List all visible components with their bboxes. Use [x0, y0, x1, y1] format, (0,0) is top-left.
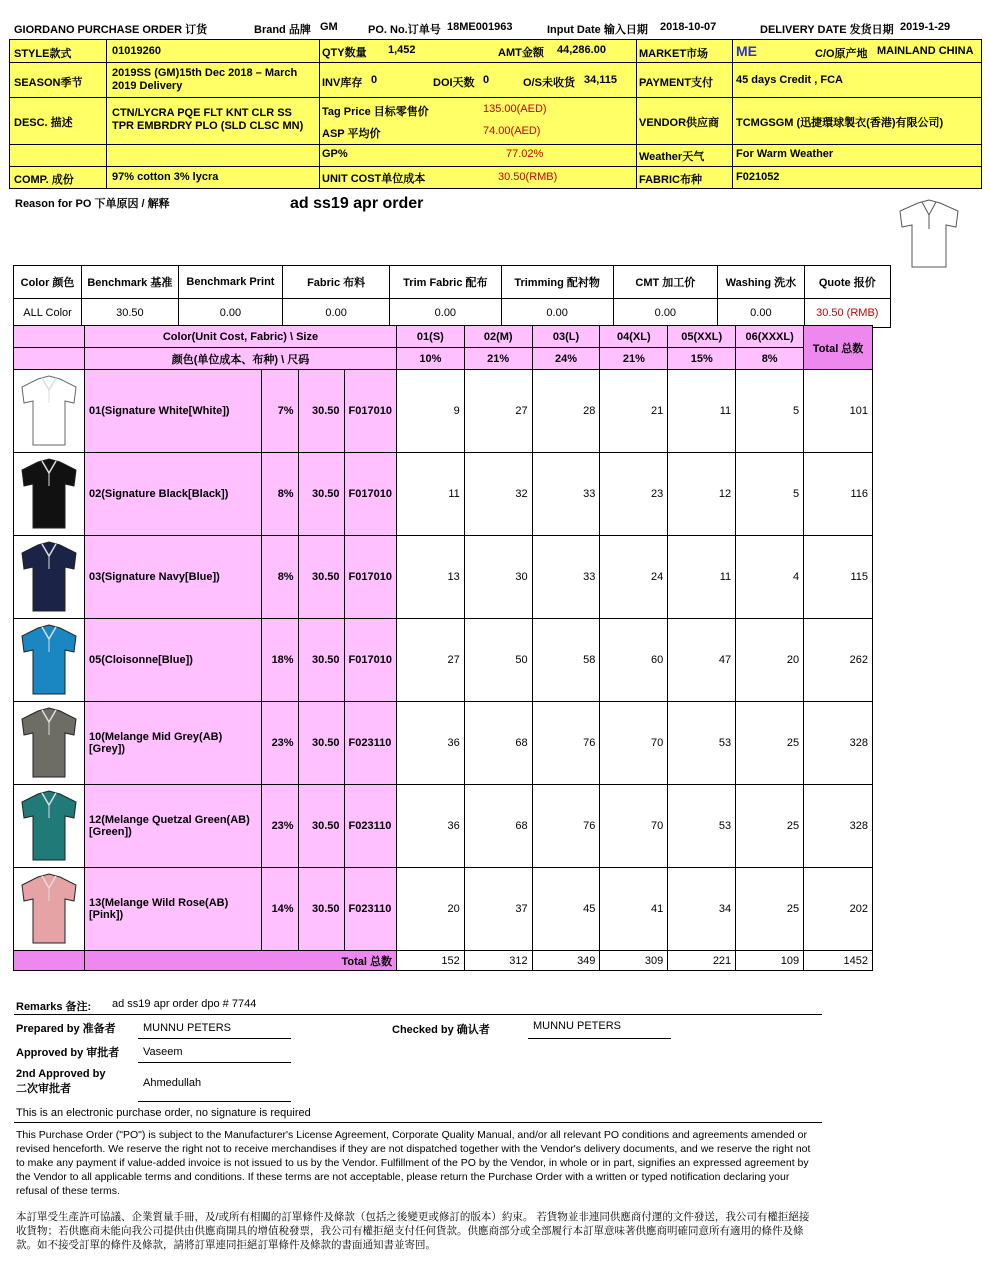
desc-value: CTN/LYCRA PQE FLT KNT CLR SS TPR EMBRDRY PLO (SLD CLSC MN) — [112, 107, 304, 132]
delivery-date: 2019-1-29 — [900, 21, 951, 33]
qty-value: 1,452 — [388, 44, 416, 56]
qty-xl: 70 — [600, 702, 668, 785]
qty-xxl: 53 — [668, 785, 736, 868]
color-name: 01(Signature White[White]) — [85, 370, 262, 453]
prepared-label: Prepared by 准备者 — [16, 1023, 116, 1035]
size-quantity-table — [13, 325, 873, 971]
qty-m: 30 — [464, 536, 532, 619]
qty-m: 32 — [464, 453, 532, 536]
checked-label: Checked by 确认者 — [392, 1024, 490, 1036]
qty-xl: 60 — [600, 619, 668, 702]
row-total: 328 — [804, 785, 873, 868]
qty-xxl: 47 — [668, 619, 736, 702]
image-header-cell — [14, 326, 85, 348]
bench-header-benchmark-print: Benchmark Print — [178, 266, 283, 299]
input-date-label: Input Date 输入日期 — [547, 24, 648, 36]
qty-s: 11 — [396, 453, 464, 536]
color-row — [14, 619, 873, 702]
total-xxxl: 109 — [736, 951, 804, 971]
color-unit-cost: 30.50 — [298, 785, 344, 868]
fabric-label: FABRIC布种 — [639, 174, 702, 186]
doi-label: DOI天数 — [433, 77, 475, 89]
tag-price-value: 135.00(AED) — [483, 103, 547, 115]
terms-english: This Purchase Order ("PO") is subject to the Manufacturer's License Agreement, Corporate Quality Manual, and/or all relevant PO conditions and agreements amended or revised henceforth. We reserve the right not to receive merchandises if they are not dispatched together with the Vendor's delivery documents, and we reserve the right not to make any payment if value-added invoice is not issued to us by the Vendor. Fulfillment of the PO by the Vendor, in whole or in part, signifies an expressed agreement by the Vendor to all applicable terms and conditions. If these terms are not acceptable, please return the Purchase Order with a written or typed notification declaring your refusal of these terms. — [16, 1129, 811, 1197]
swatch-cell — [14, 453, 85, 536]
total-xxl: 221 — [668, 951, 736, 971]
size-header-m: 02(M) — [464, 326, 532, 348]
bench-header-benchmark: Benchmark 基准 — [82, 266, 179, 299]
origin-value: MAINLAND CHINA — [877, 45, 974, 57]
qty-m: 37 — [464, 868, 532, 951]
style-value: 01019260 — [112, 45, 161, 57]
color-fabric: F023110 — [344, 785, 396, 868]
bench-header-fabric: Fabric 布料 — [283, 266, 390, 299]
bench-value-quote: 30.50 (RMB) — [804, 299, 890, 328]
style-label: STYLE款式 — [14, 48, 72, 60]
benchmark-header-row — [14, 266, 891, 299]
inv-label: INV库存 — [322, 77, 363, 89]
color-fabric: F017010 — [344, 453, 396, 536]
prepared-underline — [138, 1038, 291, 1039]
qty-s: 27 — [396, 619, 464, 702]
qty-xxxl: 25 — [736, 868, 804, 951]
color-rows — [14, 370, 873, 951]
color-fabric: F017010 — [344, 619, 396, 702]
color-pct: 23% — [261, 785, 298, 868]
total-m: 312 — [464, 951, 532, 971]
second-approved-value: Ahmedullah — [143, 1077, 202, 1089]
approved-label: Approved by 审批者 — [16, 1047, 120, 1059]
remarks-label: Remarks 备注: — [16, 1001, 92, 1013]
brand-value: GM — [320, 21, 338, 33]
remarks-value: ad ss19 apr order dpo # 7744 — [112, 998, 257, 1010]
size-header-xxxl: 06(XXXL) — [736, 326, 804, 348]
bench-header-trim-fabric: Trim Fabric 配布 — [389, 266, 501, 299]
polo-shirt-icon — [18, 622, 80, 698]
terms-chinese: 本訂單受生產許可協議、企業質量手冊，及/或所有相關的訂單條件及條款（包括之後變更或修訂的版本）約束。 若貨物並非連同供應商付運的文件發送，我公司有權拒絕接收貨物；若供應商未能向我公司提供由供應商開具的增值稅發票，我公司有權拒絕支付任何貨款。供應商部分或全部履行本訂單意味著供應商明確同意所有適用的條件及條款。如不接受訂單的條件及條款，請將訂單連同拒絕訂單條件及條款的書面通知書並寄回。 — [16, 1211, 810, 1251]
ratio-xl: 21% — [600, 348, 668, 370]
checked-underline — [528, 1038, 671, 1039]
electronic-note: This is an electronic purchase order, no signature is required — [16, 1107, 311, 1119]
size-header-xxl: 05(XXL) — [668, 326, 736, 348]
qty-xxl: 11 — [668, 370, 736, 453]
bench-value-fabric: 0.00 — [283, 299, 390, 328]
total-header: Total 总数 — [804, 326, 873, 370]
checked-value: MUNNU PETERS — [533, 1020, 622, 1032]
polo-shirt-icon — [18, 456, 80, 532]
image-header-cell-2 — [14, 348, 85, 370]
second-approved-label-cn: 二次审批者 — [16, 1083, 71, 1095]
qty-l: 58 — [532, 619, 600, 702]
color-name: 13(Melange Wild Rose(AB) [Pink]) — [85, 868, 262, 951]
origin-label: C/O原产地 — [815, 48, 868, 60]
swatch-cell — [14, 702, 85, 785]
qty-s: 20 — [396, 868, 464, 951]
approved-value: Vaseem — [143, 1046, 183, 1058]
season-label: SEASON季节 — [14, 77, 83, 89]
payment-value: 45 days Credit , FCA — [736, 74, 843, 86]
qty-xl: 21 — [600, 370, 668, 453]
input-date: 2018-10-07 — [660, 21, 717, 33]
bench-header-washing: Washing 洗水 — [718, 266, 804, 299]
vendor-label: VENDOR供应商 — [639, 117, 720, 129]
row-total: 202 — [804, 868, 873, 951]
totals-image-cell — [14, 951, 85, 971]
qty-xxl: 11 — [668, 536, 736, 619]
second-approved-label-en: 2nd Approved by — [16, 1068, 106, 1080]
color-pct: 14% — [261, 868, 298, 951]
size-header-row — [14, 326, 873, 348]
qty-xxxl: 25 — [736, 785, 804, 868]
qty-xl: 41 — [600, 868, 668, 951]
color-unit-cost: 30.50 — [298, 453, 344, 536]
unit-cost-value: 30.50(RMB) — [498, 171, 558, 183]
reason-value: ad ss19 apr order — [290, 195, 424, 212]
qty-xxxl: 20 — [736, 619, 804, 702]
color-pct: 7% — [261, 370, 298, 453]
second-approved-underline — [138, 1101, 291, 1102]
grand-total: 1452 — [804, 951, 873, 971]
qty-xxl: 53 — [668, 702, 736, 785]
color-fabric: F023110 — [344, 868, 396, 951]
comp-value: 97% cotton 3% lycra — [112, 171, 219, 183]
color-unit-cost: 30.50 — [298, 536, 344, 619]
desc-label: DESC. 描述 — [14, 117, 73, 129]
asp-value: 74.00(AED) — [483, 125, 541, 137]
reason-label: Reason for PO 下单原因 / 解释 — [15, 198, 170, 210]
color-pct: 8% — [261, 536, 298, 619]
market-value: ME — [736, 43, 757, 59]
qty-l: 45 — [532, 868, 600, 951]
qty-xl: 24 — [600, 536, 668, 619]
swatch-cell — [14, 619, 85, 702]
bench-value-color: ALL Color — [14, 299, 82, 328]
polo-shirt-icon — [18, 705, 80, 781]
polo-shirt-icon — [18, 373, 80, 449]
asp-label: ASP 平均价 — [322, 128, 381, 140]
color-name: 05(Cloisonne[Blue]) — [85, 619, 262, 702]
size-header-xl: 04(XL) — [600, 326, 668, 348]
row-total: 262 — [804, 619, 873, 702]
color-unit-cost: 30.50 — [298, 619, 344, 702]
color-fabric: F017010 — [344, 536, 396, 619]
color-row — [14, 868, 873, 951]
os-label: O/S未收货 — [523, 77, 575, 89]
row-total: 328 — [804, 702, 873, 785]
qty-m: 68 — [464, 785, 532, 868]
color-name: 03(Signature Navy[Blue]) — [85, 536, 262, 619]
color-unit-cost: 30.50 — [298, 868, 344, 951]
inv-value: 0 — [371, 74, 378, 86]
color-name: 10(Melange Mid Grey(AB) [Grey]) — [85, 702, 262, 785]
qty-xl: 23 — [600, 453, 668, 536]
bench-header-trimming: Trimming 配衬物 — [501, 266, 613, 299]
amt-label: AMT金额 — [498, 47, 544, 59]
color-row — [14, 370, 873, 453]
bench-value-trim-fabric: 0.00 — [389, 299, 501, 328]
product-sketch-icon — [896, 195, 962, 271]
benchmark-value-row — [14, 299, 891, 328]
brand-label: Brand 品牌 — [254, 24, 311, 36]
swatch-cell — [14, 536, 85, 619]
polo-shirt-icon — [18, 539, 80, 615]
qty-xxl: 12 — [668, 453, 736, 536]
swatch-cell — [14, 868, 85, 951]
qty-l: 76 — [532, 785, 600, 868]
ratio-m: 21% — [464, 348, 532, 370]
color-fabric: F017010 — [344, 370, 396, 453]
os-value: 34,115 — [584, 74, 618, 86]
qty-l: 28 — [532, 370, 600, 453]
terms-divider — [14, 1122, 822, 1123]
market-label: MARKET市场 — [639, 48, 709, 60]
amt-value: 44,286.00 — [557, 44, 606, 56]
approved-underline — [138, 1062, 291, 1063]
total-xl: 309 — [600, 951, 668, 971]
delivery-date-label: DELIVERY DATE 发货日期 — [760, 24, 894, 36]
total-s: 152 — [396, 951, 464, 971]
color-pct: 8% — [261, 453, 298, 536]
color-pct: 23% — [261, 702, 298, 785]
color-row — [14, 453, 873, 536]
qty-m: 68 — [464, 702, 532, 785]
qty-m: 50 — [464, 619, 532, 702]
ratio-l: 24% — [532, 348, 600, 370]
bench-header-color: Color 颜色 — [14, 266, 82, 299]
gp-value: 77.02% — [506, 148, 544, 160]
tag-price-label: Tag Price 目标零售价 — [322, 106, 429, 118]
unit-cost-label: UNIT COST单位成本 — [322, 173, 426, 185]
season-value: 2019SS (GM)15th Dec 2018 – March 2019 Delivery — [112, 67, 298, 92]
fabric-value: F021052 — [736, 171, 780, 183]
qty-l: 33 — [532, 453, 600, 536]
row-total: 115 — [804, 536, 873, 619]
ratio-s: 10% — [396, 348, 464, 370]
po-number: 18ME001963 — [447, 21, 513, 33]
color-row — [14, 702, 873, 785]
bench-value-washing: 0.00 — [718, 299, 804, 328]
swatch-cell — [14, 370, 85, 453]
weather-label: Weather天气 — [639, 151, 705, 163]
swatch-cell — [14, 785, 85, 868]
color-name: 12(Melange Quetzal Green(AB) [Green]) — [85, 785, 262, 868]
grid-header-cn: 颜色(单位成本、布种) \ 尺码 — [85, 348, 397, 370]
bench-header-cmt: CMT 加工价 — [613, 266, 718, 299]
remarks-divider — [14, 1014, 822, 1015]
row-total: 116 — [804, 453, 873, 536]
totals-label: Total 总数 — [85, 951, 397, 971]
color-name: 02(Signature Black[Black]) — [85, 453, 262, 536]
color-row — [14, 785, 873, 868]
qty-l: 76 — [532, 702, 600, 785]
total-l: 349 — [532, 951, 600, 971]
size-header-l: 03(L) — [532, 326, 600, 348]
qty-l: 33 — [532, 536, 600, 619]
comp-label: COMP. 成份 — [14, 174, 74, 186]
totals-row — [14, 951, 873, 971]
qty-m: 27 — [464, 370, 532, 453]
bench-header-quote: Quote 报价 — [804, 266, 890, 299]
row-total: 101 — [804, 370, 873, 453]
color-pct: 18% — [261, 619, 298, 702]
qty-s: 36 — [396, 785, 464, 868]
color-unit-cost: 30.50 — [298, 370, 344, 453]
size-ratio-row — [14, 348, 873, 370]
color-fabric: F023110 — [344, 702, 396, 785]
ratio-xxl: 15% — [668, 348, 736, 370]
gp-label: GP% — [322, 148, 348, 160]
bench-value-benchmark-print: 0.00 — [178, 299, 283, 328]
prepared-value: MUNNU PETERS — [143, 1022, 232, 1034]
polo-shirt-icon — [18, 871, 80, 947]
ratio-xxxl: 8% — [736, 348, 804, 370]
payment-label: PAYMENT支付 — [639, 77, 713, 89]
size-header-s: 01(S) — [396, 326, 464, 348]
qty-xxxl: 5 — [736, 453, 804, 536]
weather-value: For Warm Weather — [736, 148, 834, 160]
color-row — [14, 536, 873, 619]
bench-value-cmt: 0.00 — [613, 299, 718, 328]
qty-s: 9 — [396, 370, 464, 453]
qty-s: 36 — [396, 702, 464, 785]
qty-s: 13 — [396, 536, 464, 619]
bench-value-trimming: 0.00 — [501, 299, 613, 328]
grid-header-en: Color(Unit Cost, Fabric) \ Size — [85, 326, 397, 348]
po-title: GIORDANO PURCHASE ORDER 订货 — [14, 24, 208, 36]
doi-value: 0 — [483, 74, 490, 86]
vendor-value: TCMGSGM (迅捷環球製衣(香港)有限公司) — [736, 117, 944, 129]
qty-xxxl: 25 — [736, 702, 804, 785]
bench-value-benchmark: 30.50 — [82, 299, 179, 328]
color-unit-cost: 30.50 — [298, 702, 344, 785]
po-number-label: PO. No.订单号 — [368, 24, 441, 36]
qty-xl: 70 — [600, 785, 668, 868]
qty-xxl: 34 — [668, 868, 736, 951]
qty-label: QTY数量 — [322, 47, 367, 59]
qty-xxxl: 4 — [736, 536, 804, 619]
qty-xxxl: 5 — [736, 370, 804, 453]
polo-shirt-icon — [18, 788, 80, 864]
benchmark-table — [13, 265, 891, 328]
